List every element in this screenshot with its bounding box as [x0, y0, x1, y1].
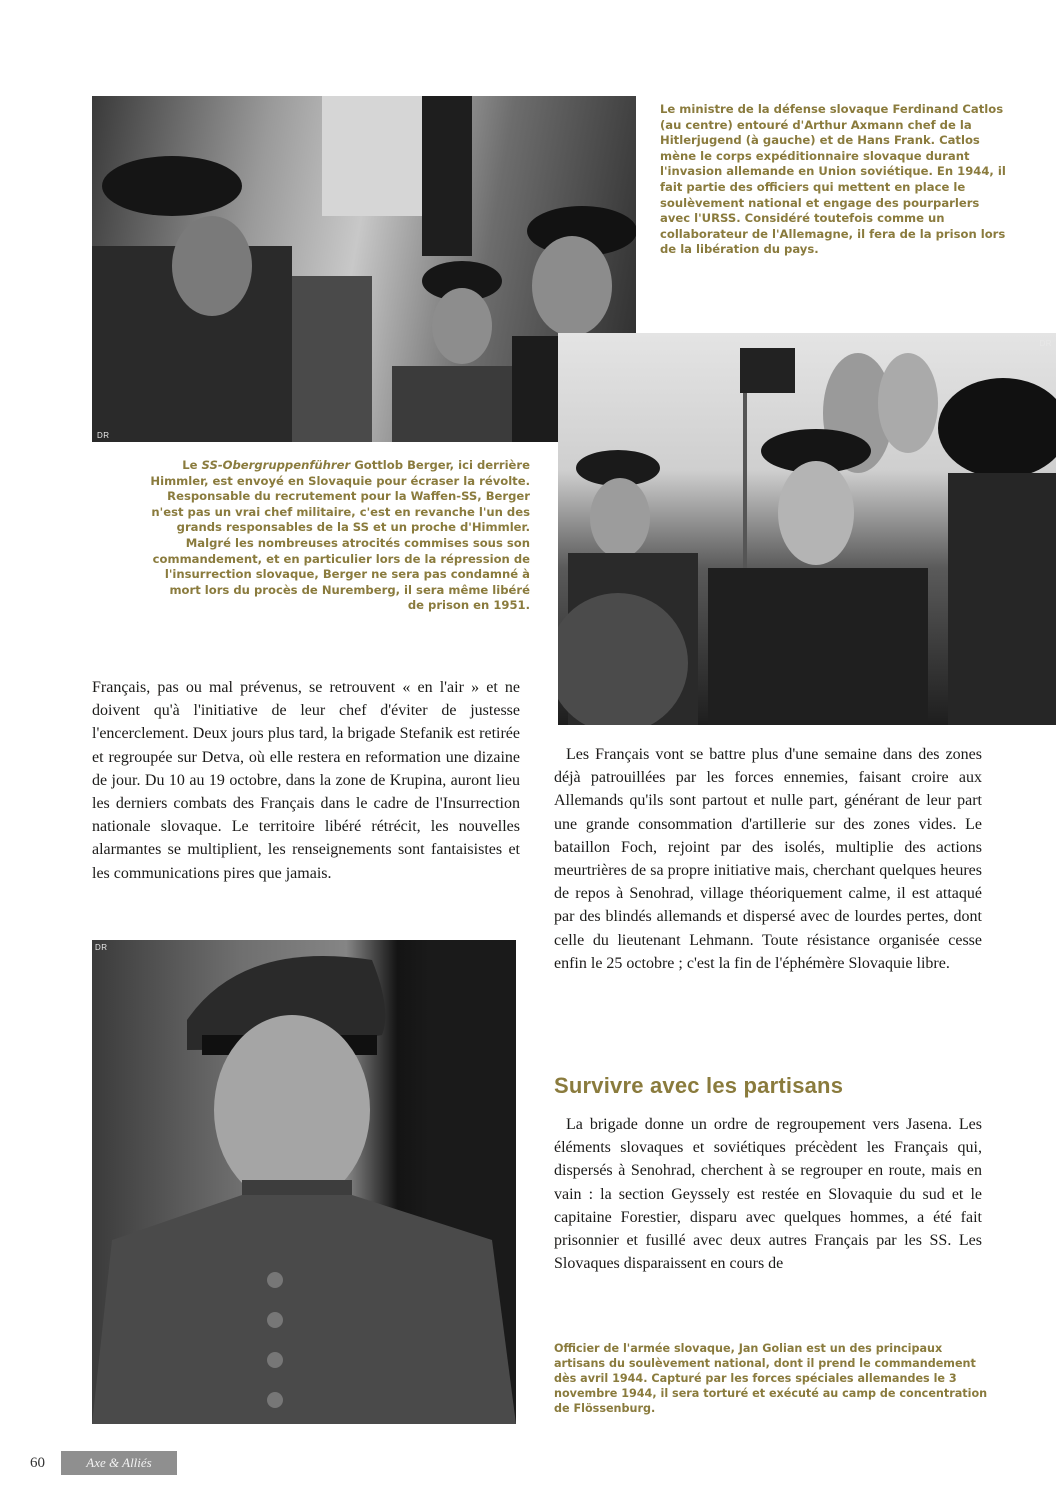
caption-berger-prefix: Le — [182, 458, 202, 472]
body-right-paragraph-2: La brigade donne un ordre de regroupement vers Jasena. Les éléments slovaques et soviétiques précèdent les Français qui, dispersés à Senohrad, cherchent à se regrouper en route, mais en vain : la section Geyssely est restée en Slovaquie du sud et le capitaine Forestier, disparu avec quelques hommes, a été fait prisonnier et fusillé avec deux autres Français par les SS. Les Slovaques disparaissent en cours de — [554, 1116, 982, 1273]
photo-catlos-group-image — [92, 96, 636, 442]
caption-catlos: Le ministre de la défense slovaque Ferdinand Catlos (au centre) entouré d'Arthur Axmann chef de la Hitlerjugend (à gauche) et de Hans Frank. Catlos mène le corps expéditionnaire slovaque durant l'invasion allemande en Union soviétique. En 1944, il fait partie des officiers qui mettent en place le soulèvement national et engage des pourparlers avec l'URSS. Considéré toutefois comme un collaborateur de l'Allemagne, il fera de la prison lors de la libération du pays. — [660, 102, 1006, 257]
body-right-paragraph-1: Les Français vont se battre plus d'une semaine dans des zones déjà patrouillées par les forces ennemies, faisant croire aux Allemands qu'ils sont partout et nulle part, générant de leur part une grande consommation d'artillerie sur des zones vides. Le bataillon Foch, rejoint par des isolés, multiplie des actions meurtrières de sa propre initiative mais, cherchant quelques heures de repos à Senohrad, village théoriquement calme, il est attaqué par des blindés allemands et dispersé avec de lourdes pertes, dont celle du lieutenant Lehmann. Toute résistance organisée cesse enfin le 25 octobre ; c'est la fin de l'éphémère Slovaquie libre. — [554, 746, 982, 972]
photo-credit: DR — [97, 431, 110, 440]
photo-jan-golian — [92, 940, 516, 1424]
photo-jan-golian-image — [92, 940, 516, 1424]
photo-himmler-berger — [558, 333, 1056, 725]
page-number: 60 — [30, 1455, 45, 1471]
photo-himmler-berger-image — [558, 333, 1056, 725]
section-heading: Survivre avec les partisans — [554, 1073, 844, 1098]
photo-credit: DR — [95, 943, 108, 952]
caption-berger-text: Gottlob Berger, ici derrière Himmler, est envoyé en Slovaquie pour écraser la révolte. Responsable du recrutement pour la Waffen-SS, Berger n'est pas un vrai chef militaire, c'est en revanche l'un des grands responsables de la SS et un proche d'Himmler. Malgré les nombreuses atrocités commises sous son commandement, et en particulier lors de la répression de l'insurrection slovaque, Berger ne sera pas condamné à mort lors du procès de Nuremberg, il sera même libéré de prison en 1951. — [150, 458, 530, 613]
body-left-paragraph: Français, pas ou mal prévenus, se retrouvent « en l'air » et ne doivent qu'à l'initiative de leur chef d'éviter de justesse l'encerclement. Deux jours plus tard, la brigade Stefanik est retirée et regroupée sur Detva, où elle restera en reformation une dizaine de jour. Du 10 au 19 octobre, dans la zone de Krupina, auront lieu les derniers combats des Français dans le cadre de l'Insurrection nationale slovaque. Le territoire libéré rétrécit, les nouvelles alarmantes se multiplient, les renseignements sont fantaisistes et les communications pires que jamais. — [92, 679, 520, 882]
photo-credit: DR — [1039, 339, 1052, 348]
caption-berger-rank: SS-Obergruppenführer — [201, 458, 351, 472]
photo-catlos-group — [92, 96, 636, 442]
caption-golian: Officier de l'armée slovaque, Jan Golian est un des principaux artisans du soulèvement national, dont il prend le commandement dès avril 1944. Capturé par les forces spéciales allemandes le 3 novembre 1944, il sera torturé et exécuté au camp de concentration de Flössenburg. — [554, 1342, 988, 1415]
magazine-name: Axe & Alliés — [61, 1451, 177, 1475]
caption-berger — [150, 458, 530, 614]
